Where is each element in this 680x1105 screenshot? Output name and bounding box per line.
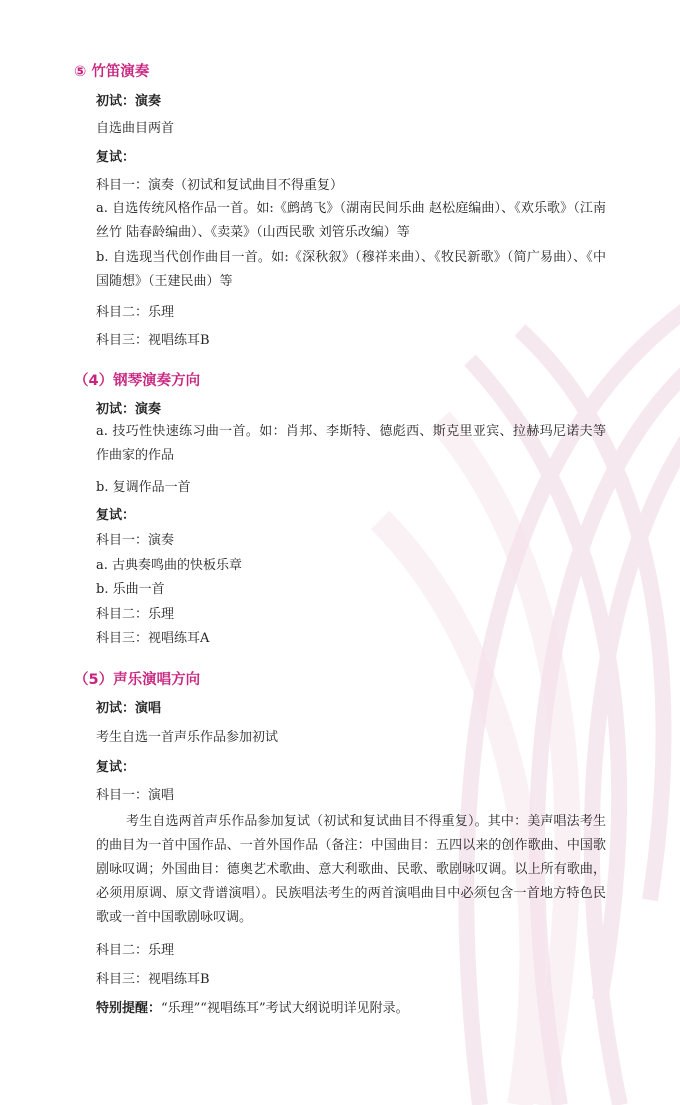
initial-test-label: 初试：演唱	[96, 701, 162, 716]
initial-test-item: b. 复调作品一首	[96, 480, 191, 495]
section-heading-piano: （4）钢琴演奏方向	[74, 373, 201, 389]
initial-test-item: a. 技巧性快速练习曲一首。如：肖邦、李斯特、德彪西、斯克里亚宾、拉赫玛尼诺夫等作曲家的作品	[96, 424, 606, 463]
retest-item: b. 自选现当代创作曲目一首。如:《深秋叙》（穆祥来曲）、《牧民新歌》（简广易曲）、《中国随想》（王建民曲）等	[96, 250, 606, 289]
retest-subject-2: 科目二：乐理	[96, 943, 175, 958]
retest-subject-1: 科目一：演奏（初试和复试曲目不得重复）	[96, 178, 344, 193]
retest-label: 复试：	[96, 150, 136, 165]
initial-test-label: 初试：演奏	[96, 94, 162, 109]
special-remark-label: 特别提醒：	[96, 1001, 162, 1016]
initial-test-item: 自选曲目两首	[96, 121, 175, 136]
retest-subject-2: 科目二：乐理	[96, 607, 175, 622]
retest-subject-2: 科目二：乐理	[96, 305, 175, 320]
retest-item: b. 乐曲一首	[96, 582, 165, 597]
section-heading-vocal: （5）声乐演唱方向	[74, 672, 201, 688]
retest-subject-1: 科目一：演奏	[96, 533, 175, 548]
section-heading-bamboo-flute: ⑤ 竹笛演奏	[74, 64, 150, 80]
retest-subject-1: 科目一：演唱	[96, 788, 175, 803]
retest-subject-3: 科目三：视唱练耳B	[96, 333, 210, 348]
retest-label: 复试：	[96, 760, 136, 775]
retest-label: 复试：	[96, 508, 136, 523]
retest-paragraph: 考生自选两首声乐作品参加复试（初试和复试曲目不得重复）。其中：美声唱法考生的曲目为一首中国作品、一首外国作品（备注：中国曲目：五四以来的创作歌曲、中国歌剧咏叹调；外国曲目：德奥艺术歌曲、意大利歌曲、民歌、歌剧咏叹调。以上所有歌曲，必须用原调、原文背谱演唱）。民族唱法考生的两首演唱曲目中必须包含一首地方特色民歌或一首中国歌剧咏叹调。	[96, 814, 606, 925]
retest-item: a. 古典奏鸣曲的快板乐章	[96, 558, 243, 573]
retest-item: a. 自选传统风格作品一首。如:《鹧鸪飞》（湖南民间乐曲 赵松庭编曲）、《欢乐歌》（江南丝竹 陆春龄编曲）、《卖菜》（山西民歌 刘管乐改编）等	[96, 201, 606, 240]
special-remark	[96, 997, 409, 1016]
special-remark-text: “乐理”“视唱练耳”考试大纲说明详见附录。	[161, 1001, 409, 1016]
retest-subject-3: 科目三：视唱练耳A	[96, 631, 210, 646]
initial-test-label: 初试：演奏	[96, 402, 162, 417]
retest-subject-3: 科目三：视唱练耳B	[96, 972, 210, 987]
initial-test-item: 考生自选一首声乐作品参加初试	[96, 730, 279, 745]
